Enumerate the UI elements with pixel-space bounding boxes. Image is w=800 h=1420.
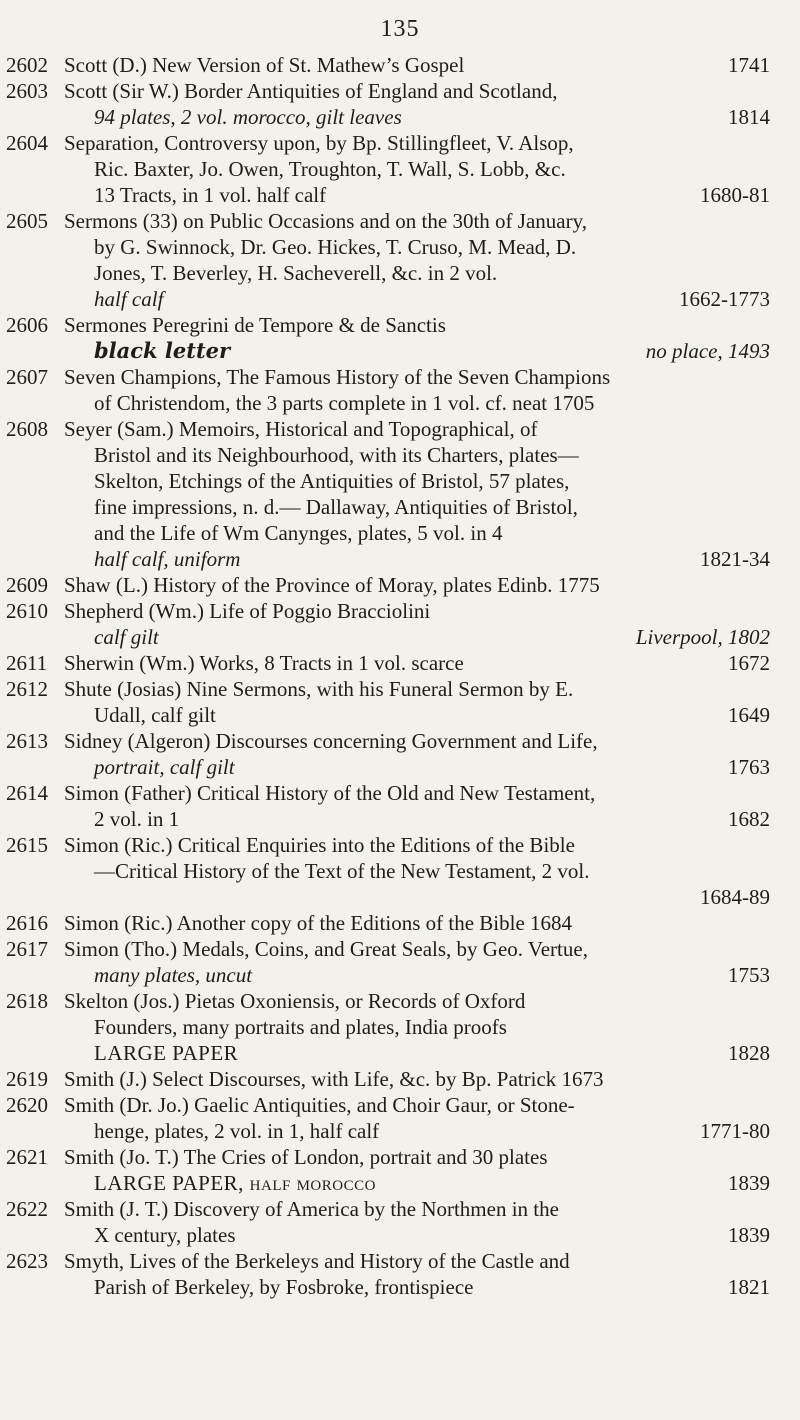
entry-line: Scott (D.) New Version of St. Mathew’s Gospel 1741	[64, 53, 770, 77]
entry-line: Sidney (Algeron) Discourses concerning Government and Life,	[64, 729, 598, 753]
lot-number: 2618	[6, 989, 48, 1013]
catalogue-entry	[0, 1248, 800, 1300]
lot-number: 2603	[6, 79, 48, 103]
catalogue-entry	[0, 728, 800, 780]
lot-number: 2606	[6, 313, 48, 337]
lot-number: 2615	[6, 833, 48, 857]
entry-line: —Critical History of the Text of the New Testament, 2 vol.	[94, 859, 590, 883]
entry-line: Simon (Tho.) Medals, Coins, and Great Seals, by Geo. Vertue,	[64, 937, 588, 961]
entry-line: henge, plates, 2 vol. in 1, half calf 1771-80	[94, 1119, 770, 1143]
lot-number: 2619	[6, 1067, 48, 1091]
entry-line: Sermons (33) on Public Occasions and on the 30th of January,	[64, 209, 587, 233]
entry-line: half calf, uniform 1821-34	[94, 547, 770, 571]
lot-number: 2605	[6, 209, 48, 233]
catalogue-entry	[0, 832, 800, 910]
catalogue-entry	[0, 910, 800, 936]
lot-number: 2602	[6, 53, 48, 77]
catalogue-entry	[0, 52, 800, 78]
entry-line: 2 vol. in 1 1682	[94, 807, 770, 831]
entry-line: Scott (Sir W.) Border Antiquities of England and Scotland,	[64, 79, 558, 103]
entry-line: Sermones Peregrini de Tempore & de Sanctis	[64, 313, 446, 337]
entry-line: portrait, calf gilt 1763	[94, 755, 770, 779]
lot-number: 2622	[6, 1197, 48, 1221]
entry-line: Shute (Josias) Nine Sermons, with his Funeral Sermon by E.	[64, 677, 574, 701]
catalogue-entry	[0, 416, 800, 572]
catalogue-entry	[0, 130, 800, 208]
lot-number: 2620	[6, 1093, 48, 1117]
catalogue-entry	[0, 78, 800, 130]
entry-line: 13 Tracts, in 1 vol. half calf 1680-81	[94, 183, 770, 207]
lot-number: 2617	[6, 937, 48, 961]
entry-line: LARGE PAPER 1828	[94, 1041, 770, 1065]
lot-number: 2609	[6, 573, 48, 597]
entry-line: and the Life of Wm Canynges, plates, 5 vol. in 4	[94, 521, 503, 545]
entry-line: Skelton (Jos.) Pietas Oxoniensis, or Records of Oxford	[64, 989, 526, 1013]
catalogue-entry	[0, 988, 800, 1066]
entry-line: Sherwin (Wm.) Works, 8 Tracts in 1 vol. scarce 1672	[64, 651, 770, 675]
entry-line: of Christendom, the 3 parts complete in 1 vol. cf. neat 1705	[94, 391, 595, 415]
entry-line: 94 plates, 2 vol. morocco, gilt leaves 1814	[94, 105, 770, 129]
catalogue-entries	[0, 52, 800, 1300]
entry-line: Jones, T. Beverley, H. Sacheverell, &c. in 2 vol.	[94, 261, 498, 285]
entry-line: by G. Swinnock, Dr. Geo. Hickes, T. Cruso, M. Mead, D.	[94, 235, 577, 259]
lot-number: 2612	[6, 677, 48, 701]
catalogue-entry	[0, 676, 800, 728]
catalogue-entry	[0, 1144, 800, 1196]
catalogue-entry	[0, 1066, 800, 1092]
entry-line: Smith (J.) Select Discourses, with Life, &c. by Bp. Patrick 1673	[64, 1067, 604, 1091]
entry-line: Ric. Baxter, Jo. Owen, Troughton, T. Wall, S. Lobb, &c.	[94, 157, 566, 181]
lot-number: 2608	[6, 417, 48, 441]
catalogue-entry	[0, 936, 800, 988]
entry-line: X century, plates 1839	[94, 1223, 770, 1247]
entry-line: Simon (Ric.) Critical Enquiries into the Editions of the Bible	[64, 833, 575, 857]
lot-number: 2623	[6, 1249, 48, 1273]
catalogue-entry	[0, 1092, 800, 1144]
entry-line: Skelton, Etchings of the Antiquities of Bristol, 57 plates,	[94, 469, 570, 493]
entry-line: LARGE PAPER, half morocco 1839	[94, 1171, 770, 1195]
catalogue-entry	[0, 572, 800, 598]
entry-line: Seven Champions, The Famous History of the Seven Champions	[64, 365, 611, 389]
entry-line: black letter no place, 1493	[94, 338, 770, 363]
catalogue-entry	[0, 208, 800, 312]
lot-number: 2621	[6, 1145, 48, 1169]
entry-line: 1684-89	[700, 885, 770, 909]
entry-line: calf gilt Liverpool, 1802	[94, 625, 770, 649]
catalogue-entry	[0, 312, 800, 364]
lot-number: 2604	[6, 131, 48, 155]
page-number: 135	[380, 16, 420, 42]
entry-line: fine impressions, n. d.— Dallaway, Antiquities of Bristol,	[94, 495, 578, 519]
catalogue-entry	[0, 364, 800, 416]
entry-line: Smith (Jo. T.) The Cries of London, portrait and 30 plates	[64, 1145, 548, 1169]
entry-line: Smyth, Lives of the Berkeleys and History of the Castle and	[64, 1249, 570, 1273]
lot-number: 2616	[6, 911, 48, 935]
entry-line: Simon (Ric.) Another copy of the Editions of the Bible 1684	[64, 911, 573, 935]
entry-line: Smith (J. T.) Discovery of America by the Northmen in the	[64, 1197, 559, 1221]
entry-line: Udall, calf gilt 1649	[94, 703, 770, 727]
lot-number: 2607	[6, 365, 48, 389]
lot-number: 2610	[6, 599, 48, 623]
entry-line: many plates, uncut 1753	[94, 963, 770, 987]
lot-number: 2611	[6, 651, 48, 675]
entry-line: Parish of Berkeley, by Fosbroke, frontispiece 1821	[94, 1275, 770, 1299]
entry-line: Shepherd (Wm.) Life of Poggio Bracciolini	[64, 599, 431, 623]
entry-line: Separation, Controversy upon, by Bp. Stillingfleet, V. Alsop,	[64, 131, 574, 155]
entry-line: Smith (Dr. Jo.) Gaelic Antiquities, and Choir Gaur, or Stone-	[64, 1093, 575, 1117]
catalogue-entry	[0, 598, 800, 650]
entry-line: half calf 1662-1773	[94, 287, 770, 311]
entry-line: Bristol and its Neighbourhood, with its Charters, plates—	[94, 443, 579, 467]
entry-line: Shaw (L.) History of the Province of Moray, plates Edinb. 1775	[64, 573, 600, 597]
lot-number: 2613	[6, 729, 48, 753]
catalogue-entry	[0, 650, 800, 676]
catalogue-entry	[0, 1196, 800, 1248]
lot-number: 2614	[6, 781, 48, 805]
catalogue-entry	[0, 780, 800, 832]
entry-line: Simon (Father) Critical History of the Old and New Testament,	[64, 781, 596, 805]
entry-line: Seyer (Sam.) Memoirs, Historical and Topographical, of	[64, 417, 538, 441]
entry-line: Founders, many portraits and plates, India proofs	[94, 1015, 507, 1039]
